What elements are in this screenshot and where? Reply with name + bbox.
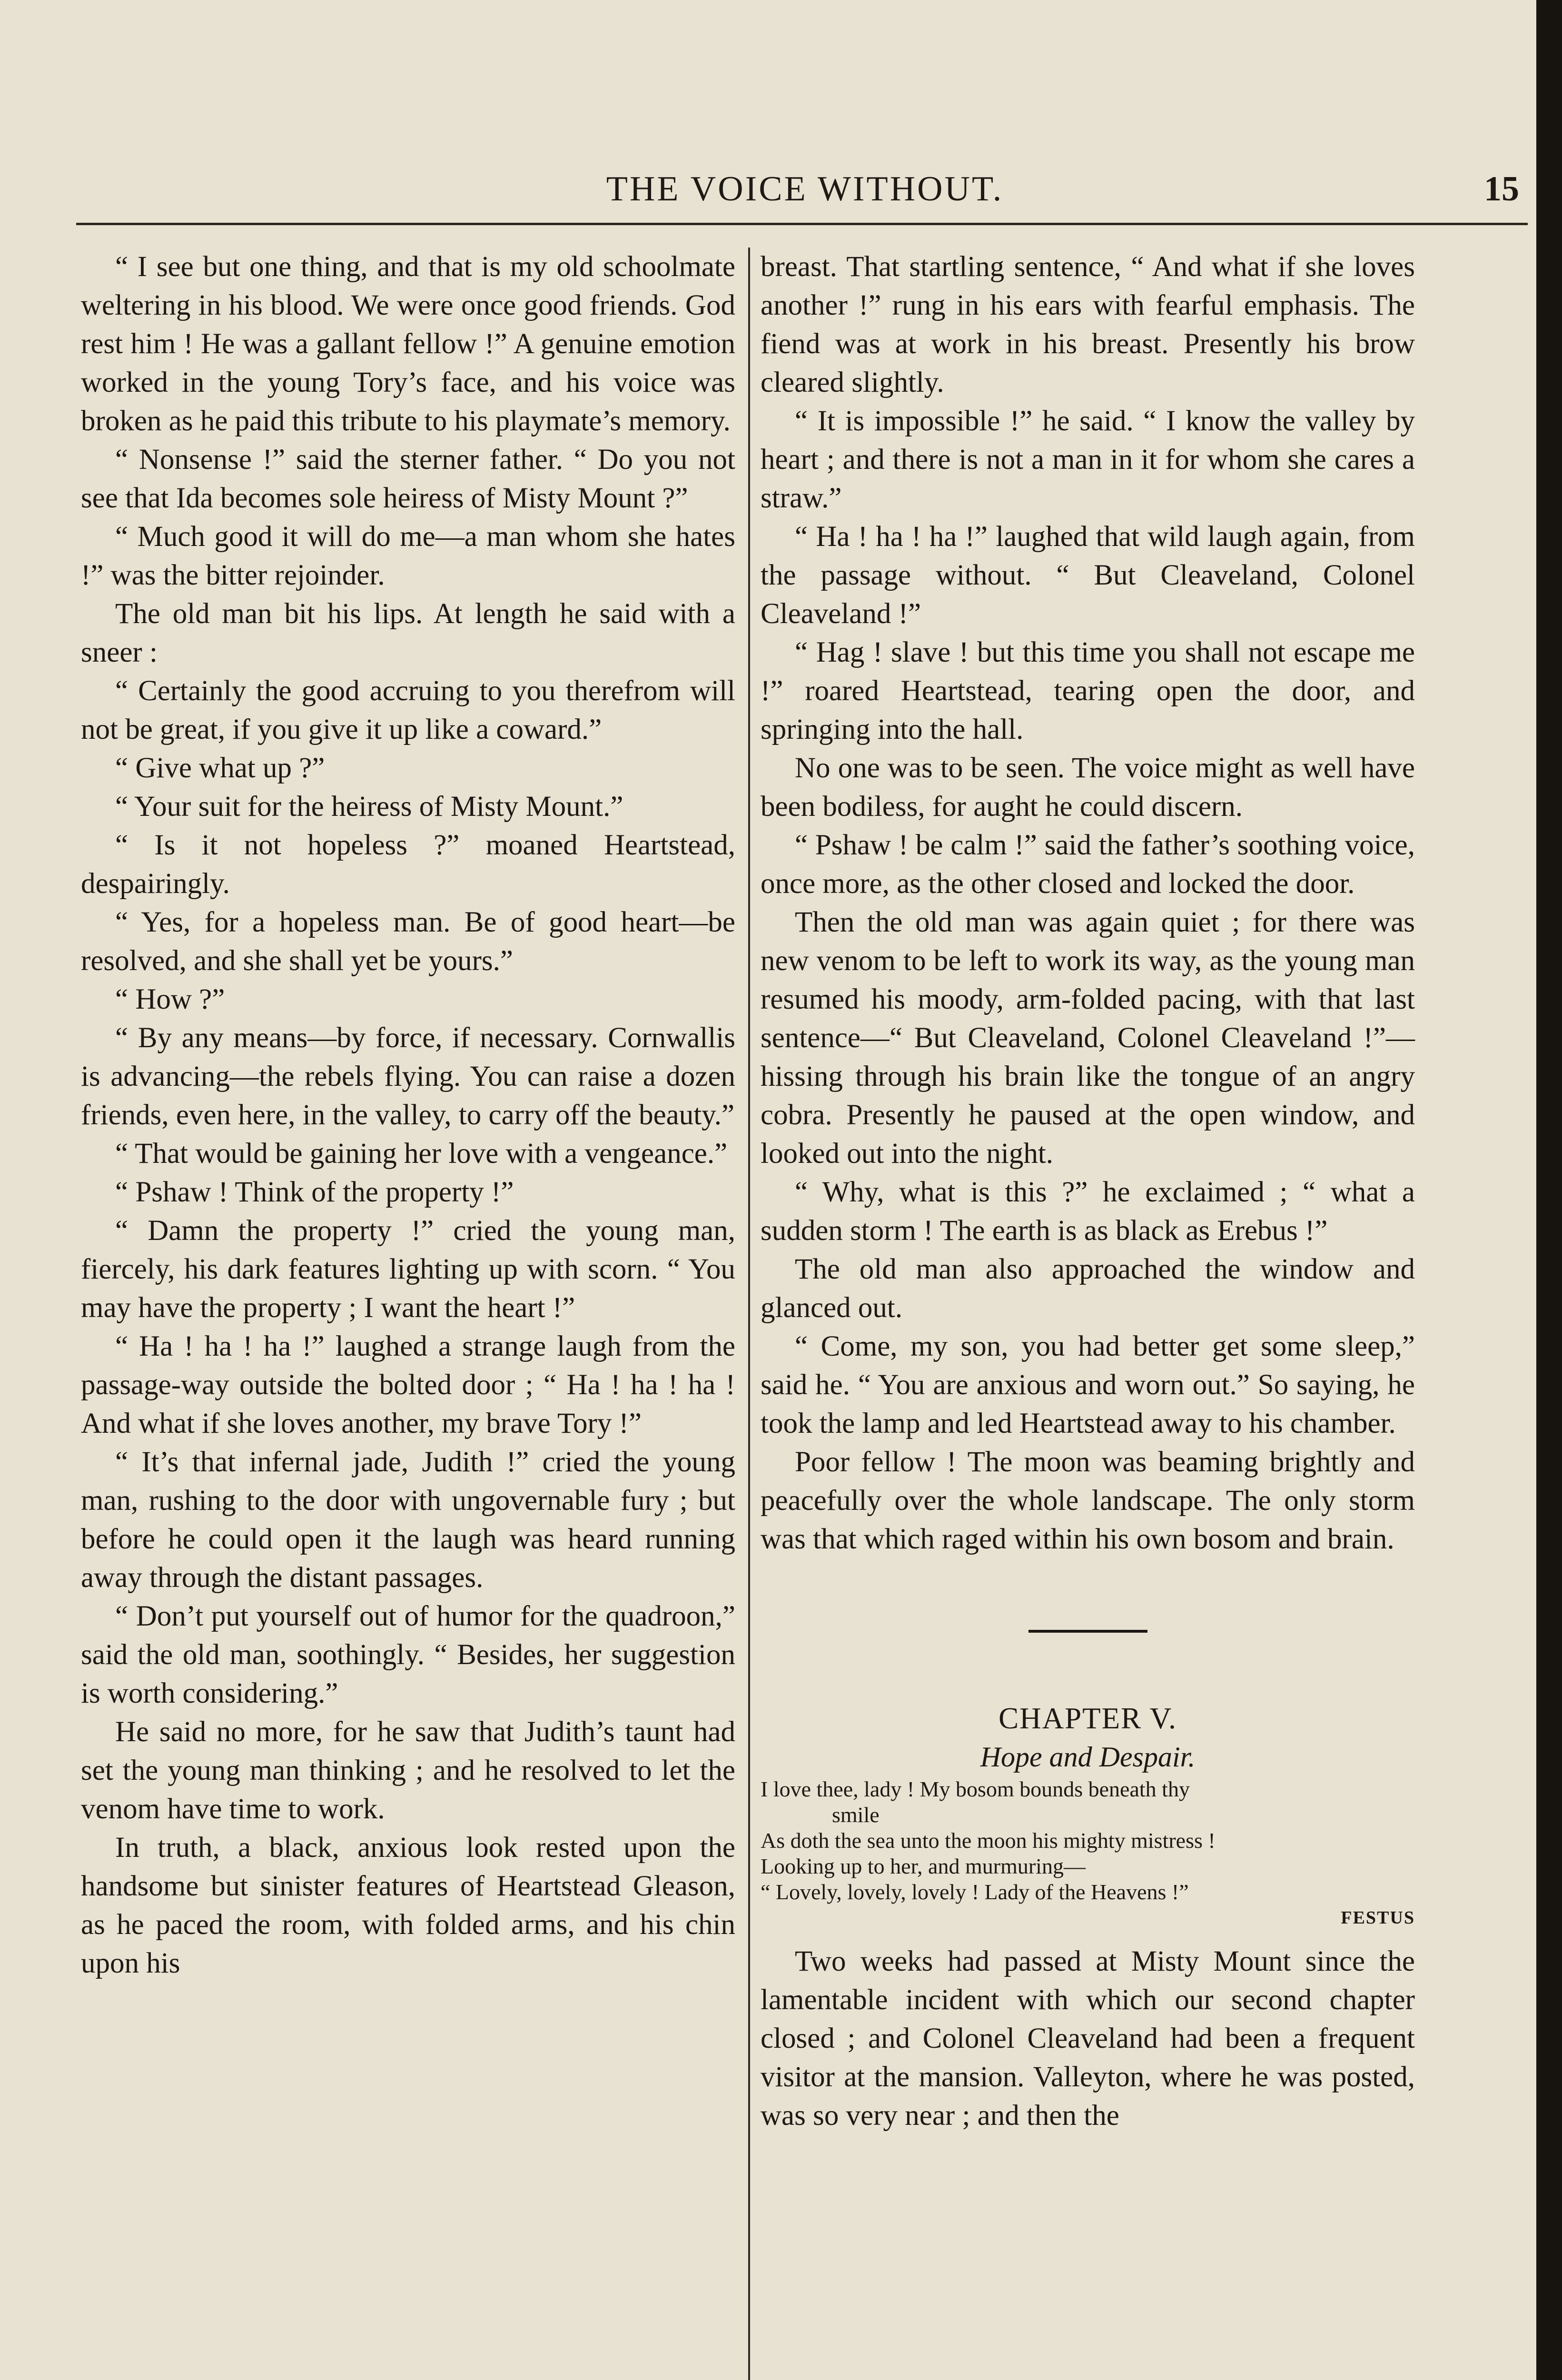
- paragraph: Then the old man was again quiet ; for there was new venom to be left to work its way, as the young man resumed his moody, arm-folded pacing, with that last sentence—“ But Cleaveland, Colonel Cleaveland !”—hissing through his brain like the tongue of an angry cobra. Presently he paused at the open window, and looked out into the night.: [761, 906, 1415, 1170]
- paragraph: “ Pshaw ! Think of the property !”: [115, 1176, 514, 1208]
- running-head: THE VOICE WITHOUT.: [606, 169, 1004, 208]
- epigraph-line: “ Lovely, lovely, lovely ! Lady of the Heavens !”: [761, 1880, 1189, 1904]
- page-number: 15: [1484, 169, 1519, 208]
- paragraph: “ It’s that infernal jade, Judith !” cried the young man, rushing to the door with ungovernable fury ; but before he could open it the laugh was heard running away through the distant passages.: [81, 1446, 735, 1594]
- paragraph: “ Give what up ?”: [115, 752, 325, 784]
- chapter-subtitle: Hope and Despair.: [980, 1741, 1196, 1773]
- paragraph: “ Damn the property !” cried the young man, fiercely, his dark features lighting up with scorn. “ You may have the property ; I want the heart !”: [81, 1215, 735, 1324]
- paragraph: “ Nonsense !” said the sterner father. “ Do you not see that Ida becomes sole heiress of Misty Mount ?”: [81, 444, 735, 514]
- paragraph: “ That would be gaining her love with a vengeance.”: [115, 1138, 728, 1170]
- epigraph-line: I love thee, lady ! My bosom bounds beneath thy: [761, 1777, 1190, 1801]
- paragraph: In truth, a black, anxious look rested upon the handsome but sinister features of Heartstead Gleason, as he paced the room, with folded arms, and his chin upon his: [81, 1832, 735, 1979]
- paragraph: “ Your suit for the heiress of Misty Mount.”: [115, 791, 623, 823]
- epigraph-attribution: FESTUS: [1341, 1908, 1415, 1928]
- epigraph: [761, 1776, 1415, 1931]
- paragraph: Poor fellow ! The moon was beaming brightly and peacefully over the whole landscape. The only storm was that which raged within his own bosom and brain.: [761, 1446, 1415, 1555]
- epigraph-line: As doth the sea unto the moon his mighty mistress !: [761, 1828, 1216, 1853]
- paragraph: “ Ha ! ha ! ha !” laughed that wild laugh again, from the passage without. “ But Cleaveland, Colonel Cleaveland !”: [761, 521, 1415, 630]
- epigraph-line: smile: [832, 1803, 880, 1827]
- page-header: [76, 169, 1533, 221]
- paragraph: “ I see but one thing, and that is my old schoolmate weltering in his blood. We were once good friends. God rest him ! He was a gallant fellow !” A genuine emotion worked in the young Tory’s face, and his voice was broken as he paid this tribute to his playmate’s memory.: [81, 251, 735, 437]
- paragraph: “ Much good it will do me—a man whom she hates !” was the bitter rejoinder.: [81, 521, 735, 591]
- paragraph: “ It is impossible !” he said. “ I know the valley by heart ; and there is not a man in it for whom she cares a straw.”: [761, 405, 1415, 514]
- right-column: [761, 248, 1415, 2135]
- paragraph: “ Certainly the good accruing to you therefrom will not be great, if you give it up like a coward.”: [81, 675, 735, 745]
- paragraph: “ By any means—by force, if necessary. Cornwallis is advancing—the rebels flying. You can raise a dozen friends, even here, in the valley, to carry off the beauty.”: [81, 1022, 735, 1131]
- section-rule: [1028, 1630, 1147, 1633]
- paragraph: Two weeks had passed at Misty Mount since the lamentable incident with which our second chapter closed ; and Colonel Cleaveland had been a frequent visitor at the mansion. Valleyton, where he was posted, was so very near ; and then the: [761, 1945, 1415, 2132]
- paragraph: “ Don’t put yourself out of humor for the quadroon,” said the old man, soothingly. “ Besides, her suggestion is worth considering.”: [81, 1600, 735, 1709]
- paragraph: The old man also approached the window and glanced out.: [761, 1253, 1415, 1324]
- paragraph: He said no more, for he saw that Judith’s taunt had set the young man thinking ; and he resolved to let the venom have time to work.: [81, 1716, 735, 1825]
- paragraph: “ Why, what is this ?” he exclaimed ; “ what a sudden storm ! The earth is as black as Erebus !”: [761, 1176, 1415, 1247]
- chapter-title: CHAPTER V.: [998, 1702, 1177, 1735]
- column-divider: [748, 248, 750, 2380]
- paragraph: “ How ?”: [115, 983, 225, 1015]
- paragraph: “ Is it not hopeless ?” moaned Heartstead, despairingly.: [81, 829, 735, 900]
- paragraph: No one was to be seen. The voice might as well have been bodiless, for aught he could discern.: [761, 752, 1415, 823]
- paragraph: “ Hag ! slave ! but this time you shall not escape me !” roared Heartstead, tearing open the door, and springing into the hall.: [761, 636, 1415, 745]
- paragraph: “ Come, my son, you had better get some sleep,” said he. “ You are anxious and worn out.” So saying, he took the lamp and led Heartstead away to his chamber.: [761, 1330, 1415, 1439]
- left-column: [81, 248, 735, 1983]
- epigraph-line: Looking up to her, and murmuring—: [761, 1854, 1086, 1878]
- paragraph: “ Yes, for a hopeless man. Be of good heart—be resolved, and she shall yet be yours.”: [81, 906, 735, 977]
- paragraph: “ Ha ! ha ! ha !” laughed a strange laugh from the passage-way outside the bolted door ; “ Ha ! ha ! ha ! And what if she loves another, my brave Tory !”: [81, 1330, 735, 1439]
- book-spine-edge: [1536, 0, 1562, 2380]
- paragraph: The old man bit his lips. At length he said with a sneer :: [81, 598, 735, 668]
- paragraph: breast. That startling sentence, “ And what if she loves another !” rung in his ears with fearful emphasis. The fiend was at work in his breast. Presently his brow cleared slightly.: [761, 251, 1415, 398]
- paragraph: “ Pshaw ! be calm !” said the father’s soothing voice, once more, as the other closed and locked the door.: [761, 829, 1415, 900]
- header-rule: [76, 223, 1528, 225]
